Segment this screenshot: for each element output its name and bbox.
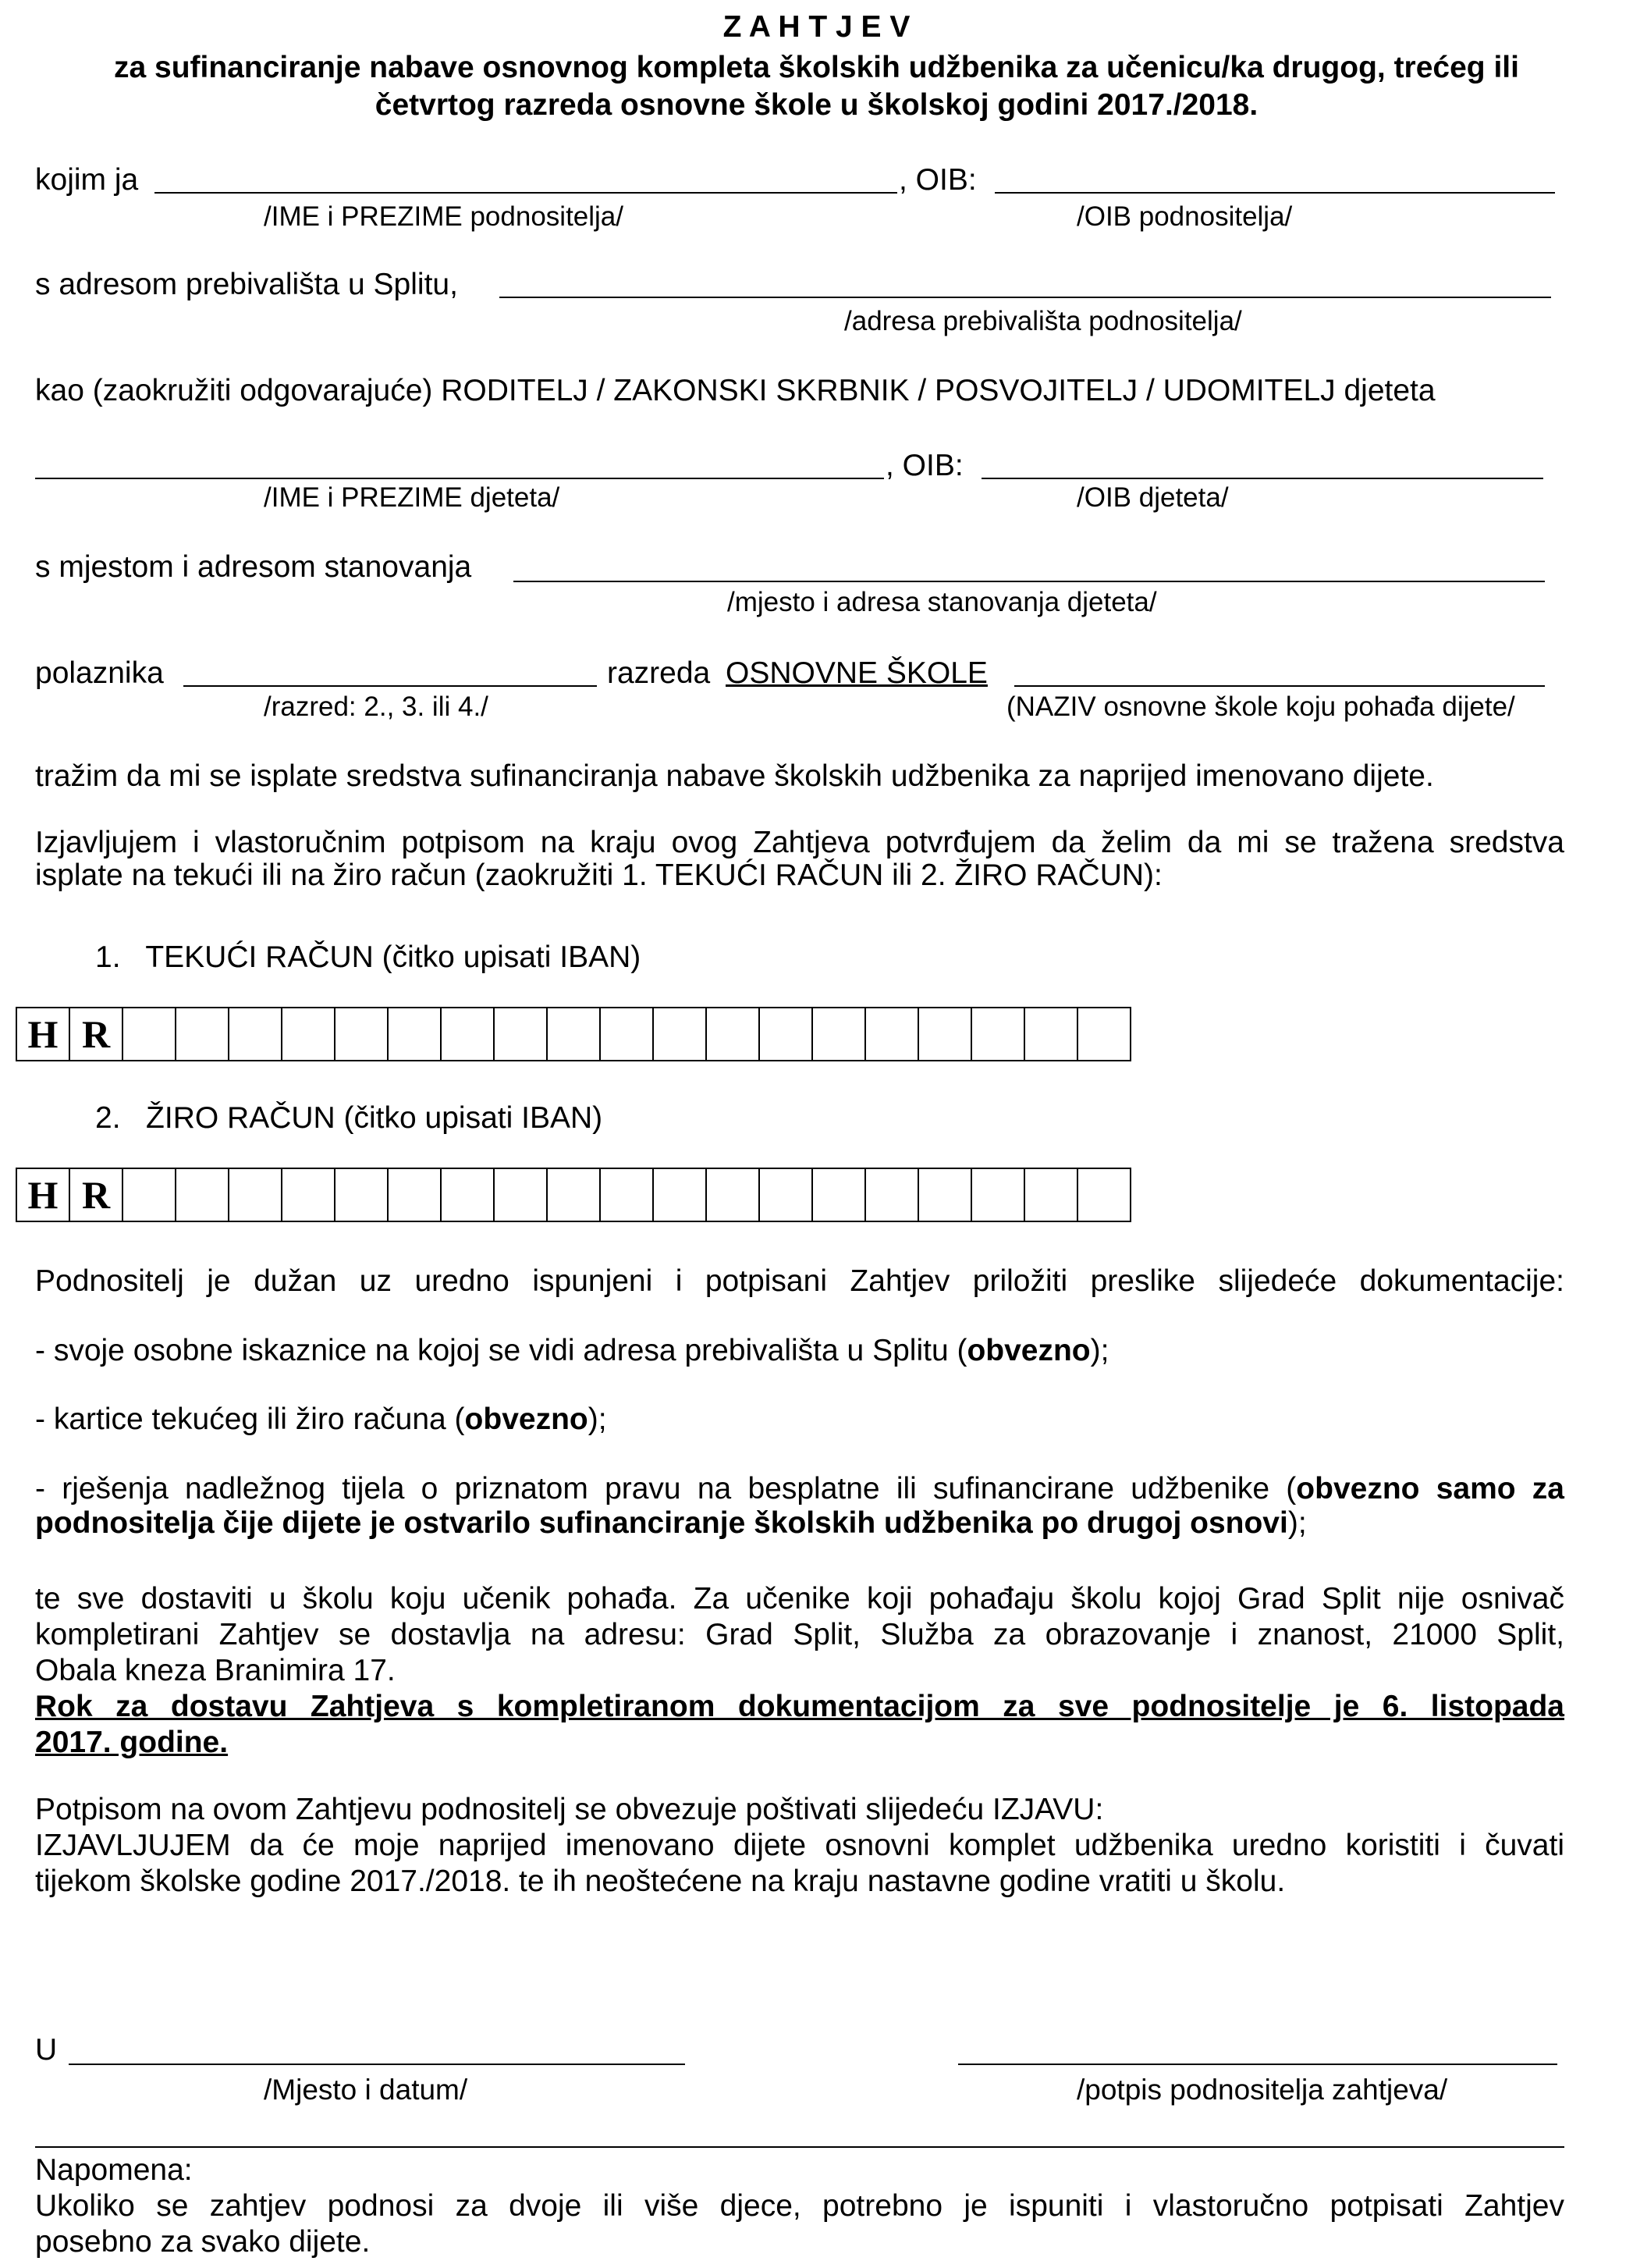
docs-item3-bold1: obvezno samo za bbox=[1296, 1472, 1564, 1505]
iban-digit-cell[interactable] bbox=[601, 1007, 654, 1061]
iban-digit-cell[interactable] bbox=[123, 1168, 176, 1222]
delivery-line1: te sve dostaviti u školu koju učenik pohađa. Za učenike koji pohađaju školu kojoj Grad Split nije osnivač bbox=[35, 1582, 1564, 1616]
iban-digit-cell[interactable] bbox=[389, 1007, 442, 1061]
iban-digit-cell[interactable] bbox=[1025, 1168, 1078, 1222]
iban-digit-cell[interactable] bbox=[919, 1007, 972, 1061]
current-account-label: 1. TEKUĆI RAČUN (čitko upisati IBAN) bbox=[95, 940, 641, 974]
place-caption: /Mjesto i datum/ bbox=[264, 2074, 468, 2106]
iban-digit-cell[interactable] bbox=[866, 1168, 919, 1222]
docs-item3-text: - rješenja nadležnog tijela o priznatom pravu na besplatne ili sufinancirane udžbenike ( bbox=[35, 1472, 1297, 1505]
current-account-iban[interactable] bbox=[16, 1007, 1131, 1061]
docs-item3-end: ); bbox=[1287, 1506, 1307, 1540]
iban-digit-cell[interactable] bbox=[282, 1168, 335, 1222]
iban-digit-cell[interactable] bbox=[335, 1007, 389, 1061]
iban-digit-cell[interactable] bbox=[601, 1168, 654, 1222]
grade-prefix: polaznika bbox=[35, 656, 164, 690]
iban-digit-cell[interactable] bbox=[972, 1168, 1025, 1222]
address-field[interactable] bbox=[499, 297, 1551, 298]
docs-item1-text: - svoje osobne iskaznice na kojoj se vidi adresa prebivališta u Splitu ( bbox=[35, 1334, 967, 1367]
statement-paragraph bbox=[35, 1792, 1564, 1900]
child-name-field[interactable] bbox=[35, 478, 884, 479]
iban-digit-cell[interactable] bbox=[813, 1007, 866, 1061]
iban-digit-cell[interactable] bbox=[760, 1168, 813, 1222]
docs-intro: Podnositelj je dužan uz uredno ispunjeni i potpisani Zahtjev priložiti preslike slijedeće dokumentacije: bbox=[35, 1264, 1564, 1298]
deadline-line1: Rok za dostavu Zahtjeva s kompletiranom dokumentacijom za sve podnositelje je 6. listopada bbox=[35, 1690, 1564, 1723]
request-text: tražim da mi se isplate sredstva sufinanciranja nabave školskih udžbenika za naprijed imenovano dijete. bbox=[35, 759, 1434, 793]
grade-caption: /razred: 2., 3. ili 4./ bbox=[264, 691, 488, 722]
declaration-line2: isplate na tekući ili na žiro račun (zaokružiti 1. TEKUĆI RAČUN ili 2. ŽIRO RAČUN): bbox=[35, 858, 1163, 892]
note-title: Napomena: bbox=[35, 2153, 193, 2187]
iban-digit-cell[interactable] bbox=[866, 1007, 919, 1061]
iban-prefix-h: H bbox=[17, 1168, 70, 1222]
child-address-caption: /mjesto i adresa stanovanja djeteta/ bbox=[727, 587, 1157, 617]
iban-digit-cell[interactable] bbox=[335, 1168, 389, 1222]
iban-prefix-r: R bbox=[70, 1007, 123, 1061]
iban-digit-cell[interactable] bbox=[495, 1007, 548, 1061]
school-label: OSNOVNE ŠKOLE bbox=[726, 656, 988, 690]
docs-item3-line2 bbox=[35, 1505, 1564, 1542]
address-caption: /adresa prebivališta podnositelja/ bbox=[844, 306, 1242, 336]
place-date-field[interactable] bbox=[69, 2064, 685, 2065]
docs-item-decision bbox=[35, 1470, 1564, 1542]
iban-digit-cell[interactable] bbox=[919, 1168, 972, 1222]
iban-digit-cell[interactable] bbox=[813, 1168, 866, 1222]
child-oib-label: , OIB: bbox=[886, 449, 964, 482]
signature-caption: /potpis podnositelja zahtjeva/ bbox=[1077, 2074, 1448, 2106]
child-oib-field[interactable] bbox=[982, 478, 1543, 479]
document-subtitle-line1: za sufinanciranje nabave osnovnog kompleta školskih udžbenika za učenicu/ka drugog, trećeg ili bbox=[114, 51, 1519, 84]
iban-digit-cell[interactable] bbox=[1078, 1007, 1131, 1061]
iban-digit-cell[interactable] bbox=[229, 1168, 282, 1222]
role-line: kao (zaokružiti odgovarajuće) RODITELJ / ZAKONSKI SKRBNIK / POSVOJITELJ / UDOMITELJ djeteta bbox=[35, 374, 1436, 407]
iban-digit-cell[interactable] bbox=[229, 1007, 282, 1061]
delivery-line2: kompletirani Zahtjev se dostavlja na adresu: Grad Split, Služba za obrazovanje i znanost, 21000 Split, bbox=[35, 1618, 1564, 1651]
iban-digit-cell[interactable] bbox=[548, 1168, 601, 1222]
school-caption: (NAZIV osnovne škole koju pohađa dijete/ bbox=[1006, 691, 1515, 722]
iban-digit-cell[interactable] bbox=[442, 1007, 495, 1061]
child-address-prefix: s mjestom i adresom stanovanja bbox=[35, 550, 472, 584]
child-name-caption: /IME i PREZIME djeteta/ bbox=[264, 482, 560, 513]
iban-digit-cell[interactable] bbox=[123, 1007, 176, 1061]
iban-prefix-h: H bbox=[17, 1007, 70, 1061]
school-name-field[interactable] bbox=[1014, 685, 1545, 687]
iban-digit-cell[interactable] bbox=[176, 1168, 229, 1222]
iban-digit-cell[interactable] bbox=[495, 1168, 548, 1222]
grade-middle: razreda bbox=[607, 656, 711, 690]
note-paragraph bbox=[35, 2188, 1564, 2260]
statement-line2: IZJAVLJUJEM da će moje naprijed imenovano dijete osnovni komplet udžbenika uredno koristiti i čuvati bbox=[35, 1829, 1564, 1862]
iban-digit-cell[interactable] bbox=[548, 1007, 601, 1061]
place-prefix: U bbox=[35, 2033, 58, 2067]
applicant-oib-caption: /OIB podnositelja/ bbox=[1077, 201, 1293, 232]
deadline-line2: 2017. godine. bbox=[35, 1726, 229, 1759]
signature-field[interactable] bbox=[958, 2064, 1557, 2065]
iban-digit-cell[interactable] bbox=[442, 1168, 495, 1222]
child-address-field[interactable] bbox=[513, 581, 1545, 582]
iban-digit-cell[interactable] bbox=[282, 1007, 335, 1061]
docs-item-id-card bbox=[35, 1333, 1109, 1369]
statement-line1: Potpisom na ovom Zahtjevu podnositelj se obvezuje poštivati slijedeću IZJAVU: bbox=[35, 1793, 1104, 1826]
declaration-line1: Izjavljujem i vlastoručnim potpisom na kraju ovog Zahtjeva potvrđujem da želim da mi se tražena sredstva bbox=[35, 826, 1564, 859]
giro-account-iban[interactable] bbox=[16, 1168, 1131, 1222]
iban-digit-cell[interactable] bbox=[654, 1168, 707, 1222]
address-prefix: s adresom prebivališta u Splitu, bbox=[35, 268, 458, 301]
iban-digit-cell[interactable] bbox=[760, 1007, 813, 1061]
docs-item2-end: ); bbox=[588, 1402, 607, 1436]
iban-digit-cell[interactable] bbox=[654, 1007, 707, 1061]
child-oib-caption: /OIB djeteta/ bbox=[1077, 482, 1229, 513]
applicant-prefix: kojim ja bbox=[35, 163, 139, 197]
docs-item3-line1 bbox=[35, 1470, 1564, 1508]
docs-item-bank-card bbox=[35, 1402, 607, 1438]
applicant-name-caption: /IME i PREZIME podnositelja/ bbox=[264, 201, 623, 232]
applicant-name-field[interactable] bbox=[154, 192, 897, 194]
docs-item2-bold: obvezno bbox=[464, 1402, 588, 1436]
statement-line3: tijekom školske godine 2017./2018. te ih neoštećene na kraju nastavne godine vratiti u školu. bbox=[35, 1865, 1286, 1898]
docs-item2-text: - kartice tekućeg ili žiro računa ( bbox=[35, 1402, 465, 1436]
applicant-oib-field[interactable] bbox=[995, 192, 1555, 194]
iban-digit-cell[interactable] bbox=[972, 1007, 1025, 1061]
oib-label: , OIB: bbox=[899, 163, 977, 197]
document-subtitle-line2: četvrtog razreda osnovne škole u školskoj godini 2017./2018. bbox=[375, 88, 1258, 122]
iban-digit-cell[interactable] bbox=[176, 1007, 229, 1061]
docs-item1-bold: obvezno bbox=[967, 1334, 1091, 1367]
declaration-paragraph bbox=[35, 824, 1564, 894]
giro-account-label: 2. ŽIRO RAČUN (čitko upisati IBAN) bbox=[95, 1101, 603, 1135]
note-divider bbox=[35, 2146, 1564, 2148]
iban-digit-cell[interactable] bbox=[707, 1168, 760, 1222]
note-line2: posebno za svako dijete. bbox=[35, 2225, 371, 2259]
docs-item3-bold2: podnositelja čije dijete je ostvarilo sufinanciranje školskih udžbenika po drugoj osnovi bbox=[35, 1506, 1288, 1540]
delivery-line3: Obala kneza Branimira 17. bbox=[35, 1654, 396, 1687]
note-line1: Ukoliko se zahtjev podnosi za dvoje ili više djece, potrebno je ispuniti i vlastoručno potpisati Zahtjev bbox=[35, 2189, 1564, 2223]
iban-digit-cell[interactable] bbox=[1078, 1168, 1131, 1222]
docs-item1-end: ); bbox=[1090, 1334, 1109, 1367]
iban-prefix-r: R bbox=[70, 1168, 123, 1222]
iban-digit-cell[interactable] bbox=[389, 1168, 442, 1222]
grade-field[interactable] bbox=[183, 685, 597, 687]
docs-intro-paragraph bbox=[35, 1263, 1564, 1300]
delivery-paragraph bbox=[35, 1581, 1564, 1761]
document-title: Z A H T J E V bbox=[722, 10, 911, 44]
iban-digit-cell[interactable] bbox=[707, 1007, 760, 1061]
iban-digit-cell[interactable] bbox=[1025, 1007, 1078, 1061]
